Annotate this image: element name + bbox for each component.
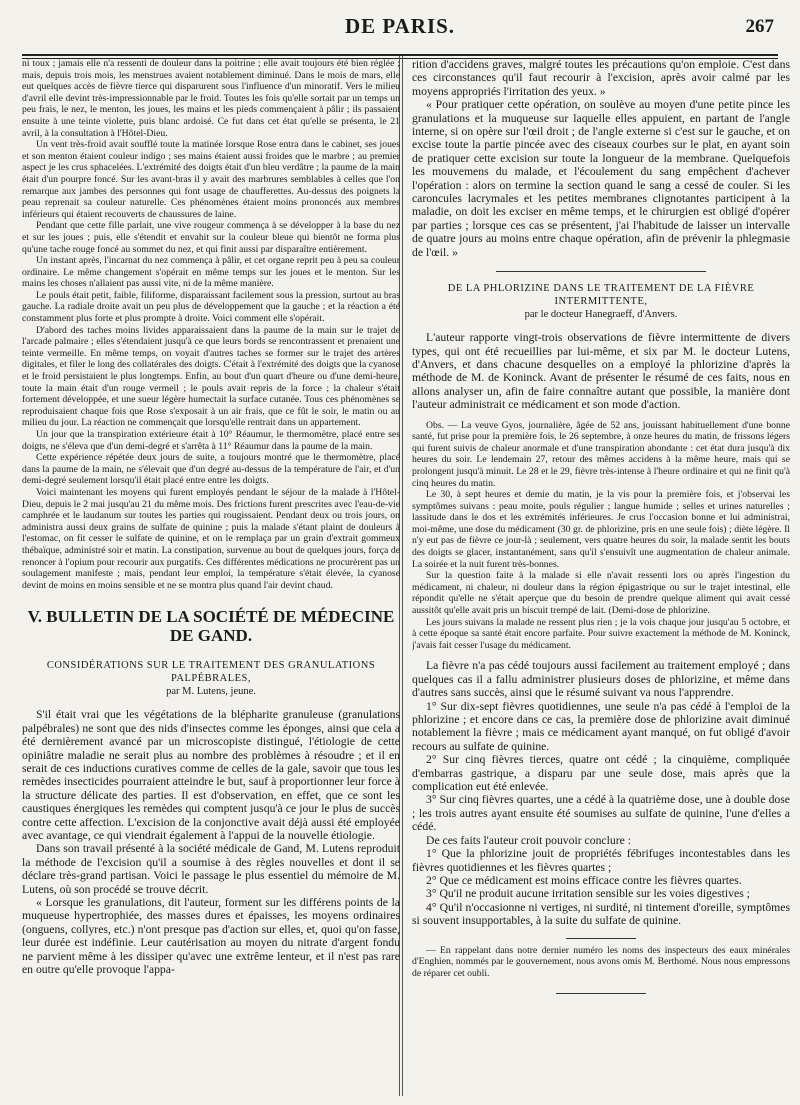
- paragraph: De ces faits l'auteur croit pouvoir conclure :: [426, 833, 631, 847]
- paragraph: 2° Sur cinq fièvres tierces, quatre ont cédé ; la cinquième, compliquée d'embarras gastrique, a disparu par une seule dose, mais après que la complication eut été enlevée.: [412, 753, 790, 794]
- paragraph: 1° Que la phlorizine jouit de propriétés fébrifuges incontestables dans les fièvres quotidiennes et les fièvres quartes ;: [412, 847, 790, 874]
- header-rule: [22, 54, 778, 56]
- section-title-line: DE GAND.: [169, 626, 253, 646]
- observation-paragraph: Le 30, à sept heures et demie du matin, je la vis pour la première fois, et j'observai les symptômes suivans : peau moite, pouls régulier ; langue humide ; selles et urines naturelles ; lassitude dans le dos et les extrémités inférieures. Je crus l'occasion bonne et lui administrai, moi-même, une dose du médicament (30 gr. de phlorizine, pris en une seule fois) ; diète légère. Il n'y eut pas de fièvre ce jour-là ; seulement, vers quatre heures du soir, la malade sentit les bouts des doigts se glacer, instantanément, sans qu'il s'ensuivît une augmentation de chaleur animale. La soirée et la nuit furent très-bonnes.: [412, 489, 790, 570]
- article-title: [22, 659, 400, 698]
- editorial-note: — En rappelant dans notre dernier numéro les noms des inspecteurs des eaux minérales d'Enghien, nommés par le gouvernement, nous avons omis M. Berthomé. Nous nous empressons de réparer cet oubli.: [412, 944, 790, 979]
- paragraph: « Lorsque les granulations, dit l'auteur, forment sur les différens points de la muqueuse hypertrophiée, des masses dures et épaisses, les moyens ordinaires (onguens, collyres, etc.) n'ont presque pas d'action sur elles, et, quoi qu'on fasse, leur durée est indéfinie. Leur cautérisation au moyen du nitrate d'argent fondu ne parvient même à les dissiper qu'avec une extrême lenteur, et il n'est pas rare en outre qu'elle provoque l'appa-: [22, 896, 400, 977]
- paragraph: D'abord des taches moins livides apparaissaient dans la paume de la main sur le trajet de l'arcade palmaire ; elles s'étendaient jusqu'à ce que leurs bords se rencontrassent et prenaient une teinte vermeille. En même temps, on voyait d'autres taches se former sur le trajet des artères digitales, et filer le long des collatérales des doigts. C'était à l'extrémité des doigts que la cyanose et le froid persistaient le plus longtemps. Enfin, au bout d'un quart d'heure ou d'une demi-heure, toute la main était d'un rouge vermeil ; le pouls avait repris de la force ; la chaleur s'était fortement développée, et une sueur légère humectait la surface cutanée. Tous ces phénomènes se reproduisaient chaque fois que Rose s'exposait à un air frais, que ce fût le soir, le matin ou au milieu du jour. La réaction ne commençait que lorsqu'elle rentrait dans un appartement.: [22, 324, 400, 429]
- spacer: [412, 412, 790, 420]
- separator-rule: [496, 271, 706, 272]
- column-divider-second: [402, 56, 403, 1096]
- paragraph: Cette expérience répétée deux jours de suite, a toujours montré que le thermomètre, placé dans la paume de la main, ne s'élevait que d'un degré au-dessus de la température de l'air, et d'un demi-degré seulement lorsqu'il était placé entre entre les doigts.: [22, 452, 400, 487]
- paragraph: Dans son travail présenté à la société médicale de Gand, M. Lutens reproduit la méthode de l'excision qu'il a soumise à des règles nouvelles et dont il se déclare très-grand partisan. Voici le passage le plus essentiel du mémoire de M. Lutens, où son procédé se trouve décrit.: [22, 842, 400, 896]
- article-title-line: CONSIDÉRATIONS SUR LE TRAITEMENT DES GRANULATIONS PALPÉBRALES,: [46, 660, 376, 685]
- separator-rule: [566, 938, 636, 939]
- paragraph: 3° Qu'il ne produit aucune irritation sensible sur les voies digestives ;: [426, 887, 750, 901]
- observation-paragraph: Les jours suivans la malade ne ressent plus rien ; je la vois chaque jour jusqu'au 5 octobre, et à cette époque sa santé était encore parfaite. Pour suivre exactement la méthode de M. Koninck, j'avais fait cesser l'usage du médicament.: [412, 616, 790, 651]
- article-author: par le docteur Hanegraeff, d'Anvers.: [524, 309, 678, 321]
- paragraph: « Pour pratiquer cette opération, on soulève au moyen d'une petite pince les granulations et la muqueuse sur laquelle elles appuient, en partant de l'angle interne, si on opère sur l'œil droit ; de l'angle externe si c'est sur le gauche, et on excise toute la partie pincée avec des ciseaux courbes sur le plat, en ayant soin de pratiquer cette excision sur toute la longueur de la membrane. Quelquefois les mouvemens du malade, et l'écoulement du sang empêchent d'achever l'opération : alors on termine la section quand le sang a cessé de couler. Si les caroncules lacrymales et les petites membranes clignotantes participent à la maladie, on doit les exciser en même temps, et le chirurgien est obligé d'opérer par parties ; lorsque ces cas se présentent, j'ai l'habitude de laisser un intervalle de quatre jours au moins entre chaque opération, afin de prévenir la phlegmasie de l'œil. »: [412, 98, 790, 259]
- closing-rule: [556, 993, 646, 994]
- paragraph: Un vent très-froid avait soufflé toute la matinée lorsque Rose entra dans le cabinet, ses joues et son menton étaient couleur indigo ; ses mains étaient aussi froides que le marbre ; au premier aspect je les crus sphacelées. L'extrémité des doigts était d'un bleu verdâtre ; la paume de la main était d'un pourpre foncé. Sur les avant-bras il y avait des marbrures semblables à celles que l'on remarque aux jambes des personnes qui font usage de chaufferettes. Au-dessus des poignets la peau reprenait sa couleur naturelle. Ces phénomènes étaient moins prononcés aux membres inférieurs qui étaient recouverts de chaussures de laine.: [22, 139, 400, 220]
- section-title-line: V. BULLETIN DE LA SOCIÉTÉ DE MÉDECINE: [27, 607, 395, 627]
- page-header: [0, 14, 800, 48]
- paragraph: L'auteur rapporte vingt-trois observations de fièvre intermittente de divers types, qui ont été recueillies par lui-même, et six par M. le docteur Lutens, d'Anvers, et dans chacune desquelles on a employé la phlorizine d'après la méthode de M. de Koninck. Avant de présenter le résumé de ces faits, nous en allons analyser un, afin de faire connaître autant que possible, la manière dont l'auteur administrait ce médicament et son mode d'action.: [412, 331, 790, 412]
- section-title: [22, 607, 400, 645]
- paragraph: Voici maintenant les moyens qui furent employés pendant le séjour de la malade à l'Hôtel-Dieu, depuis le 2 mai jusqu'au 21 du même mois. Des frictions furent prescrites avec l'eau-de-vie camphrée et le laudanum sur toutes les parties qui rougissaient. Pendant deux ou trois jours, on administra aussi deux grains de sulfate de quinine ; puis la malade s'étant plaint de douleurs à l'estomac, on fit cesser le sulfate de quinine, et on le remplaça par un grain d'extrait gommeux thébaïque, administré soir et matin. La constipation, survenue au bout de quelques jours, força de renoncer à l'opium pour recourir aux purgatifs. Ces différentes médications ne procurèrent pas un soulagement manifeste ; mais, pendant leur emploi, la température s'était élevée, la cyanose devint de moins en moins sensible et ne se montra plus quand l'air devint chaud.: [22, 486, 400, 591]
- paragraph: Le pouls était petit, faible, filiforme, disparaissant facilement sous la pression, surtout au bras gauche. La radiale droite avait un peu plus de développement que la gauche ; et la réaction a été constamment plus forte et plus prompte à droite. Voici comment elle s'opérait.: [22, 289, 400, 325]
- observation-paragraph: Obs. — La veuve Gyos, journalière, âgée de 52 ans, jouissant habituellement d'une bonne santé, fut prise pour la première fois, le 26 septembre, à onze heures du matin, de frissons légers qui furent suivis de chaleur anormale et d'une transpiration abondante : cet état dura jusqu'à dix heures du soir. Le lendemain 27, retour des mêmes accidens à la même heure, mais qui se prolongent jusqu'à minuit. Le 28 et le 29, fièvre très-intense à l'heure ordinaire et qui ne finit qu'à cinq heures du matin.: [412, 419, 790, 489]
- paragraph: ni toux ; jamais elle n'a ressenti de douleur dans la poitrine ; elle avait toujours été bien réglée ; mais, depuis trois mois, les menstrues avaient notablement diminué. Dans le mois de mars, elle eut quelques accès de fièvre tierce qui disparurent sous l'influence d'un minoratif. Vers le milieu d'avril elle devint très-impressionnable par le froid. Toutes les fois qu'elle sortait par un temps un peu frais, le nez, le menton, les joues, les mains et les pieds commençaient à pâlir ; ils passaient ensuite à une teinte violette, puis blanc ardoisé. Ce fut dans cet état qu'elle se présenta, le 21 avril, à la consultation à l'Hôtel-Dieu.: [22, 58, 400, 139]
- paragraph: La fièvre n'a pas cédé toujours aussi facilement au traitement employé ; dans quelques cas il a fallu administrer plusieurs doses de phlorizine, et même dans d'autres sans succès, ainsi que le résumé suivant va nous l'apprendre.: [412, 659, 790, 700]
- observation-paragraph: Sur la question faite à la malade si elle n'avait ressenti lors ou après l'ingestion du médicament, ni chaleur, ni douleur dans la région épigastrique ou sur le trajet intestinal, elle répondit qu'elle ne s'était aperçue que du besoin de prendre quelque aliment qui avait cessé aussitôt qu'elle avait pris un biscuit trempé de lait. (Demi-dose de phlorizine.: [412, 570, 790, 617]
- paragraph: rition d'accidens graves, malgré toutes les précautions qu'on emploie. C'est dans ces circonstances qu'il faut recourir à l'excision, après avoir calmé par les moyens appropriés l'irritation des yeux. »: [412, 58, 790, 98]
- left-column: [22, 58, 400, 1098]
- page-number: 267: [745, 16, 774, 37]
- paragraph: Un instant après, l'incarnat du nez commença à pâlir, et cet organe reprit peu à peu sa couleur ordinaire. Le même changement s'opérait en même temps sur les joues et le menton. Sur les mains les choses n'allaient pas aussi vite, ni de la même manière.: [22, 255, 400, 290]
- paragraph: 1° Sur dix-sept fièvres quotidiennes, une seule n'a pas cédé à l'emploi de la phlorizine ; et encore dans ce cas, la première dose de phlorizine avait diminué notablement la fièvre ; mais ce médicament ayant manqué, on fut obligé d'avoir recours au sulfate de quinine.: [412, 699, 790, 753]
- article-author: par M. Lutens, jeune.: [166, 686, 256, 698]
- paragraph: 3° Sur cinq fièvres quartes, une a cédé à la quatrième dose, une à double dose ; les trois autres ayant ensuite été soumises au sulfate de quinine, l'une d'elles a cédé.: [412, 793, 790, 834]
- right-column: [412, 58, 790, 1098]
- running-title: DE PARIS.: [344, 14, 456, 38]
- paragraph: S'il était vrai que les végétations de la blépharite granuleuse (granulations palpébrales) ne sont que des nids d'insectes comme les éponges, ainsi que cela a été dernièrement avancé par un microscopiste distingué, l'étiologie de cette opiniâtre maladie ne serait plus au nombre des problèmes à résoudre ; et il en serait de ces inductions curatives comme de celles de la gale, savoir que tous les remèdes insecticides pourraient atteindre le but, sauf à proportionner leur force à la structure délicate des parties. Il est d'observation, en effet, que ce sont les caustiques énergiques les remèdes qui comptent jusqu'à ce jour le plus de succès contre cette affection. L'excision de la conjonctive avait déjà aussi été employée avec avantage, ce qui viendrait également à l'appui de la nouvelle étiologie.: [22, 708, 400, 842]
- paragraph: Pendant que cette fille parlait, une vive rougeur commença à se développer à la base du nez et sur les joues ; puis, elle s'étendit et envahit sur la couleur bleue qui bientôt ne forma plus qu'une tache rouge foncé au sommet du nez, et qui finit aussi par disparaître entièrement.: [22, 220, 400, 255]
- article-title-line: DE LA PHLORIZINE DANS LE TRAITEMENT DE LA FIÈVRE INTERMITTENTE,: [447, 283, 755, 308]
- paragraph: 2° Que ce médicament est moins efficace contre les fièvres quartes.: [426, 873, 742, 887]
- spacer: [412, 651, 790, 659]
- paragraph: 4° Qu'il n'occasionne ni vertiges, ni surdité, ni tintement d'oreille, symptômes si souvent insupportables, à la suite du sulfate de quinine.: [412, 900, 790, 928]
- paragraph: Un jour que la transpiration extérieure était à 10° Réaumur, le thermomètre, placé entre ses doigts, ne s'éleva que d'un demi-degré et s'arrêta à 11° Réaumur dans la paume de la main.: [22, 429, 400, 452]
- article-title: [412, 282, 790, 321]
